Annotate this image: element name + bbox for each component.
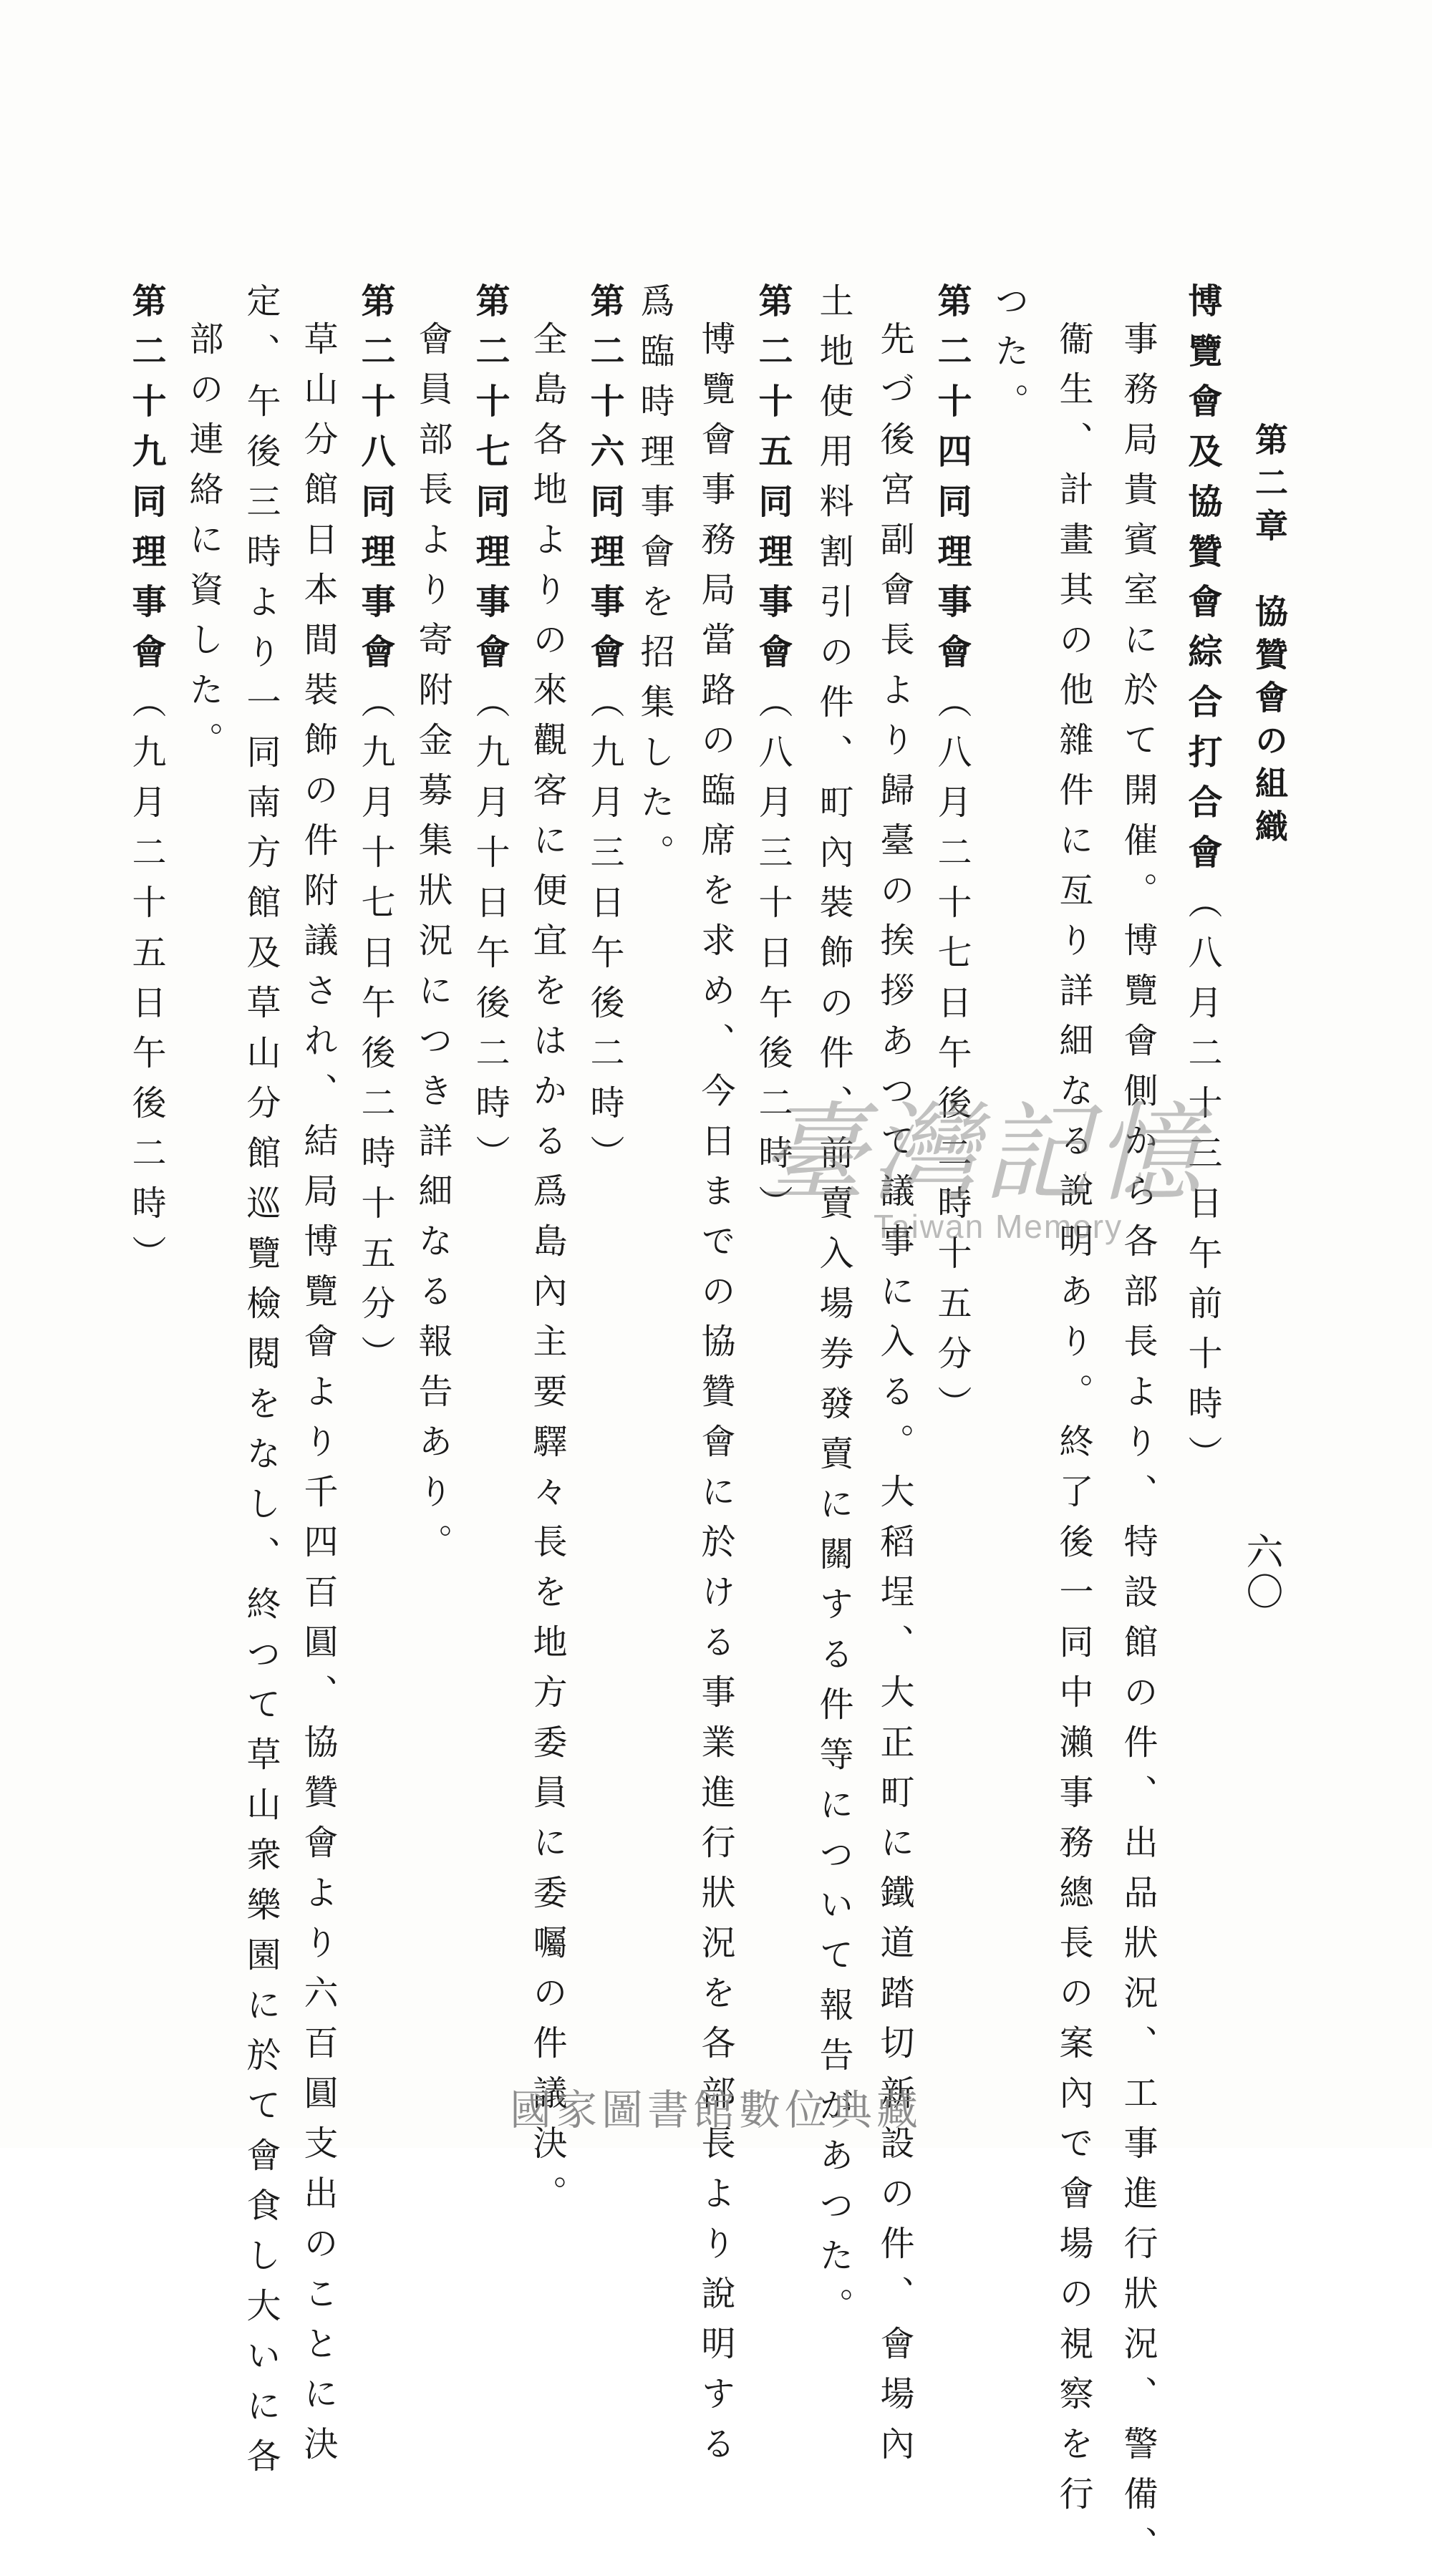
body-text-line: つた。 xyxy=(989,283,1029,433)
body-text-line: 全島各地よりの來觀客に便宜をはかる爲島內主要驛々長を地方委員に委囑の件議決。 xyxy=(527,321,567,2225)
running-head: 第二章 協贊會の組織 xyxy=(1250,422,1289,852)
heading-title: 第二十八同理事會 xyxy=(355,283,395,684)
heading-date: （八月二十三日午前十時） xyxy=(1182,884,1222,1486)
section-heading xyxy=(1182,283,1222,1486)
body-text-line: 草山分館日本間裝飾の件附議され、結局博覽會より千四百圓、協贊會より六百圓支出のことに決 xyxy=(298,321,338,2476)
section-heading xyxy=(932,283,972,1435)
heading-title: 第二十四同理事會 xyxy=(932,283,972,684)
body-text-line: 土地使用料割引の件、町內裝飾の件、前賣入場券發賣に關する件等について報告があつた。 xyxy=(813,283,853,2338)
section-heading xyxy=(126,283,166,1285)
heading-title: 第二十九同理事會 xyxy=(126,283,166,684)
heading-title: 第二十七同理事會 xyxy=(470,283,510,684)
heading-title: 博覽會及協贊會綜合打合會 xyxy=(1182,283,1222,884)
body-text-line: 定、午後三時より一同南方館及草山分館巡覽檢閱をなし、終つて草山衆樂園に於て會食し大いに各 xyxy=(241,283,281,2488)
section-heading xyxy=(584,283,624,1185)
body-text-line: 先づ後宮副會長より歸臺の挨拶あつて議事に入る。大稻埕、大正町に鐵道踏切新設の件、會場內 xyxy=(874,321,914,2476)
heading-title: 第二十五同理事會 xyxy=(753,283,793,684)
section-heading xyxy=(470,283,510,1185)
body-text-line: 博覽會事務局當路の臨席を求め、今日までの協贊會に於ける事業進行狀況を各部長より說明する xyxy=(695,321,735,2476)
body-text-line: 事務局貴賓室に於て開催。博覽會側から各部長より、特設館の件、出品狀況、工事進行狀況、警備、 xyxy=(1118,321,1158,2576)
heading-date: （九月十七日午後二時十五分） xyxy=(355,684,395,1385)
heading-title: 第二十六同理事會 xyxy=(584,283,624,684)
body-text-line: 爲臨時理事會を招集した。 xyxy=(634,283,674,884)
watermark-chars: 臺灣記憶 xyxy=(759,1092,1206,1216)
page-number: 六〇 xyxy=(1239,1532,1282,1612)
heading-date: （八月二十七日午後二時十五分） xyxy=(932,684,972,1435)
footer-attribution: 國家圖書館數位典藏 xyxy=(509,2086,922,2134)
section-heading xyxy=(753,283,793,1235)
heading-date: （九月三日午後二時） xyxy=(584,684,624,1185)
body-text-line: 部の連絡に資した。 xyxy=(183,321,223,772)
body-text-line: 衞生、計畫其の他雜件に亙り詳細なる說明あり。終了後一同中瀨事務總長の案內で會場の視察を行 xyxy=(1053,321,1093,2526)
section-heading xyxy=(355,283,395,1385)
body-text-line: 會員部長より寄附金募集狀況につき詳細なる報告あり。 xyxy=(412,321,453,1574)
heading-date: （九月十日午後二時） xyxy=(470,684,510,1185)
watermark-english: Taiwan Memory xyxy=(874,1208,1123,1245)
heading-date: （九月二十五日午後二時） xyxy=(126,684,166,1285)
heading-date: （八月三十日午後二時） xyxy=(753,684,793,1235)
